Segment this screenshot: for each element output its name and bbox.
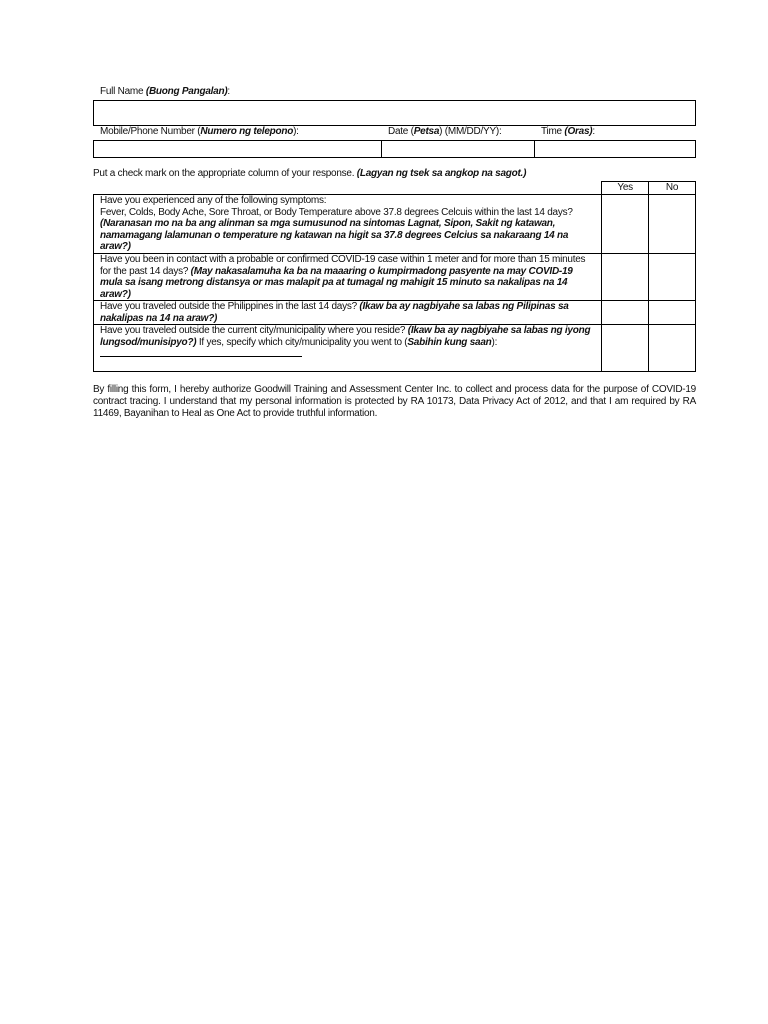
yes-header: Yes <box>602 182 649 195</box>
health-declaration-form <box>93 86 696 420</box>
date-label: Date (Petsa) (MM/DD/YY): <box>388 126 502 137</box>
info-fields-row <box>93 140 696 158</box>
q3-yes-checkbox[interactable] <box>602 301 649 325</box>
date-field[interactable] <box>382 141 535 157</box>
q2-yes-checkbox[interactable] <box>602 254 649 301</box>
question-4: Have you traveled outside the current city/municipality where you reside? (Ikaw ba ay nagbiyahe sa labas ng iyong lungsod/munisipyo?) If yes, specify which city/municipality you went to (Sabihin kung saan): <box>94 325 602 372</box>
q2-no-checkbox[interactable] <box>649 254 696 301</box>
table-header-row <box>94 182 696 195</box>
info-labels-row <box>93 126 696 140</box>
city-answer-line[interactable] <box>100 348 302 357</box>
table-row <box>94 301 696 325</box>
q1-yes-checkbox[interactable] <box>602 195 649 254</box>
question-3: Have you traveled outside the Philippines in the last 14 days? (Ikaw ba ay nagbiyahe sa labas ng Pilipinas sa nakalipas na 14 na araw?) <box>94 301 602 325</box>
table-row <box>94 325 696 372</box>
time-label: Time (Oras): <box>541 126 595 137</box>
time-field[interactable] <box>535 141 695 157</box>
no-header: No <box>649 182 696 195</box>
instruction-text: Put a check mark on the appropriate column of your response. (Lagyan ng tsek sa angkop na sagot.) <box>93 168 527 179</box>
q4-yes-checkbox[interactable] <box>602 325 649 372</box>
full-name-local-label: (Buong Pangalan) <box>145 86 228 97</box>
instruction-local: (Lagyan ng tsek sa angkop na sagot.) <box>356 168 527 179</box>
full-name-label: Full Name (Buong Pangalan): <box>100 86 230 97</box>
table-row <box>94 195 696 254</box>
symptom-questionnaire-table <box>93 181 696 372</box>
phone-field[interactable] <box>94 141 382 157</box>
table-row <box>94 254 696 301</box>
consent-statement: By filling this form, I hereby authorize Goodwill Training and Assessment Center Inc. to collect and process data for the purpose of COVID-19 contract tracing. I understand that my personal information is protected by RA 10173, Data Privacy Act of 2012, and that I am required by RA 11469, Bayanihan to Heal as One Act to provide truthful information. <box>93 384 696 419</box>
question-2: Have you been in contact with a probable or confirmed COVID-19 case within 1 meter and for more than 15 minutes for the past 14 days? (May nakasalamuha ka ba na maaaring o kumpirmadong pasyente na may COVID-19 mula sa isang metrong distansya or mas malapit pa at tumagal ng mahigit 15 minuto sa nakalipas na 14 araw?) <box>94 254 602 301</box>
question-header-cell <box>94 182 602 195</box>
question-1: Have you experienced any of the following symptoms: Fever, Colds, Body Ache, Sore Throat, or Body Temperature above 37.8 degrees Celcuis within the last 14 days? (Naranasan mo na ba ang alinman sa mga sumusunod na sintomas Lagnat, Sipon, Sakit ng katawan, namamagang lalamunan o temperature ng katawan na higit sa 37.8 degrees Celcius sa nakaraang 14 na araw?) <box>94 195 602 254</box>
q4-no-checkbox[interactable] <box>649 325 696 372</box>
full-name-field[interactable] <box>93 100 696 126</box>
phone-label: Mobile/Phone Number (Numero ng telepono): <box>100 126 299 137</box>
q1-no-checkbox[interactable] <box>649 195 696 254</box>
q3-no-checkbox[interactable] <box>649 301 696 325</box>
